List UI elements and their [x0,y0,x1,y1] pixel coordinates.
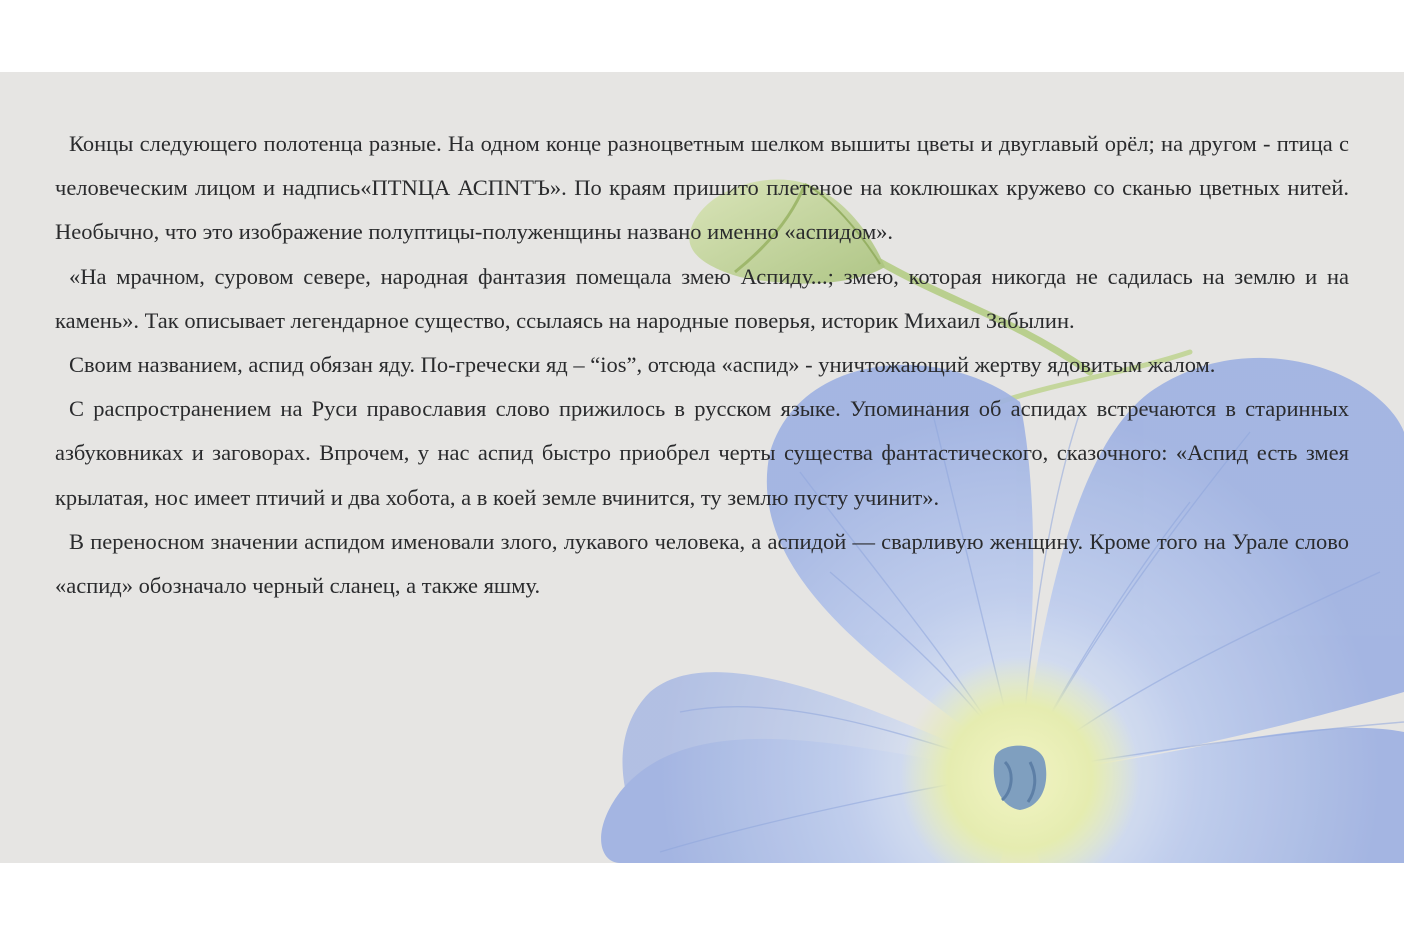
paragraph: «На мрачном, суровом севере, народная фантазия помещала змею Аспиду...; змею, которая никогда не садилась на землю и на камень». Так описывает легендарное существо, ссылаясь на народные поверья, историк Михаил Забылин. [55,263,1349,333]
slide [0,72,1404,863]
article-text [55,122,1349,608]
paragraph: С распространением на Руси православия слово прижилось в русском языке. Упоминания об аспидах встречаются в старинных азбуковниках и заговорах. Впрочем, у нас аспид быстро приобрел черты существа фантастического, сказочного: «Аспид есть змея крылатая, нос имеет птичий и два хобота, а в коей земле вчинится, ту землю пусту учинит». [55,396,1349,510]
paragraph: В переносном значении аспидом именовали злого, лукавого человека, а аспидой — сварливую женщину. Кроме того на Урале слово «аспид» обозначало черный сланец, а также яшму. [55,528,1349,599]
paragraph: Концы следующего полотенца разные. На одном конце разноцветным шелком вышиты цветы и двуглавый орёл; на другом - птица с человеческим лицом и надпись«ПТNЦА АСПNТЪ». По краям пришито плетеное на коклюшках кружево со сканью цветных нитей. Необычно, что это изображение полуптицы-полуженщины названо именно «аспидом». [55,131,1349,245]
paragraph: Своим названием, аспид обязан яду. По-гречески яд – “ios”, отсюда «аспид» - уничтожающий жертву ядовитым жалом. [69,352,1216,378]
